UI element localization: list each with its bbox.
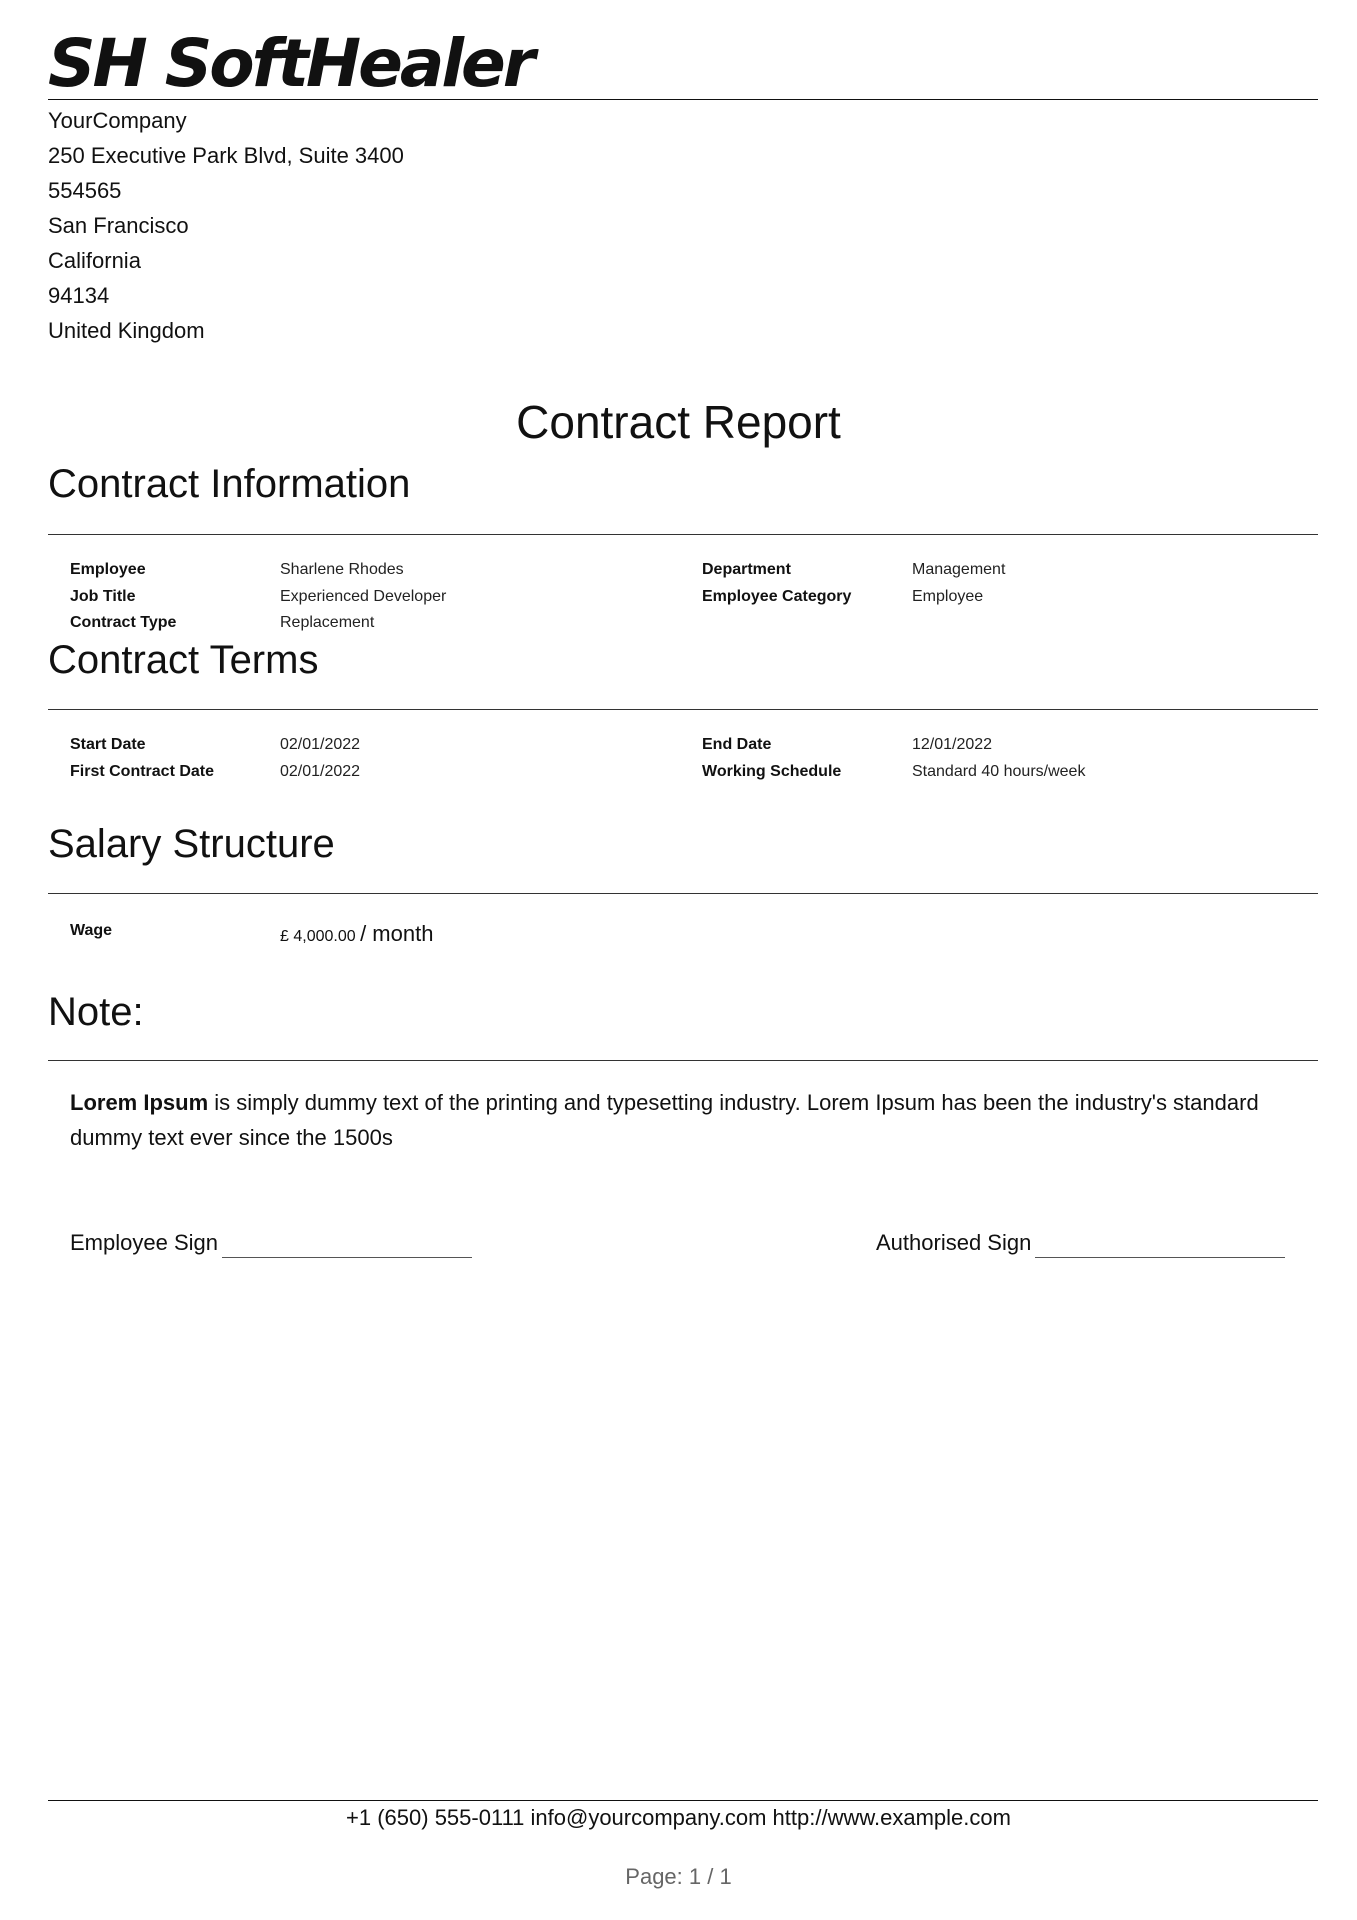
employee-category-label: Employee Category (702, 588, 852, 605)
working-schedule-label: Working Schedule (702, 763, 842, 780)
contract-information-divider (48, 534, 1318, 535)
authorised-sign-line (1035, 1235, 1285, 1258)
note-heading: Note: (48, 990, 144, 1034)
employee-category-value: Employee (912, 588, 984, 605)
salary-structure-heading: Salary Structure (48, 822, 335, 866)
job-title-value: Experienced Developer (280, 588, 447, 605)
contract-information-heading: Contract Information (48, 462, 411, 506)
contract-type-value: Replacement (280, 614, 375, 631)
footer-divider (48, 1800, 1318, 1801)
company-name: YourCompany (48, 108, 187, 133)
job-title-label: Job Title (70, 588, 136, 605)
company-street: 250 Executive Park Blvd, Suite 3400 (48, 143, 404, 168)
start-date-label: Start Date (70, 736, 146, 753)
footer-contact: +1 (650) 555-0111 info@yourcompany.com http://www.example.com (346, 1805, 1011, 1830)
company-logo (48, 25, 533, 102)
company-zip: 94134 (48, 283, 110, 308)
note-body (70, 1085, 1270, 1155)
note-divider (48, 1060, 1318, 1061)
company-country: United Kingdom (48, 318, 205, 343)
contract-type-label: Contract Type (70, 614, 177, 631)
company-state: California (48, 248, 141, 273)
first-contract-date-label: First Contract Date (70, 763, 215, 780)
end-date-label: End Date (702, 736, 772, 753)
employee-sign-label: Employee Sign (70, 1230, 218, 1255)
wage-amount: £ 4,000.00 (280, 928, 356, 945)
logo-text: SH SoftHealer (48, 25, 533, 102)
header-divider (48, 99, 1318, 100)
company-address (48, 103, 404, 348)
working-schedule-value: Standard 40 hours/week (912, 763, 1086, 780)
contract-terms-heading: Contract Terms (48, 638, 319, 682)
contract-terms-divider (48, 709, 1318, 710)
employee-sign (70, 1228, 472, 1258)
authorised-sign (876, 1228, 1285, 1258)
department-value: Management (912, 561, 1006, 578)
page-number: Page: 1 / 1 (625, 1864, 732, 1889)
employee-label: Employee (70, 561, 146, 578)
start-date-value: 02/01/2022 (280, 736, 361, 753)
company-city: San Francisco (48, 213, 189, 238)
wage-period: / month (360, 921, 434, 946)
department-label: Department (702, 561, 791, 578)
first-contract-date-value: 02/01/2022 (280, 763, 361, 780)
report-title: Contract Report (516, 396, 841, 448)
wage-label: Wage (70, 922, 113, 939)
employee-value: Sharlene Rhodes (280, 561, 404, 578)
company-code: 554565 (48, 178, 122, 203)
note-bold-text: Lorem Ipsum (70, 1090, 209, 1115)
authorised-sign-label: Authorised Sign (876, 1230, 1032, 1255)
note-text: is simply dummy text of the printing and typesetting industry. Lorem Ipsum has been the industry's standard dummy text ever since the 1500s (70, 1090, 1259, 1150)
employee-sign-line (222, 1235, 472, 1258)
wage-value (280, 918, 433, 953)
end-date-value: 12/01/2022 (912, 736, 993, 753)
salary-structure-divider (48, 893, 1318, 894)
